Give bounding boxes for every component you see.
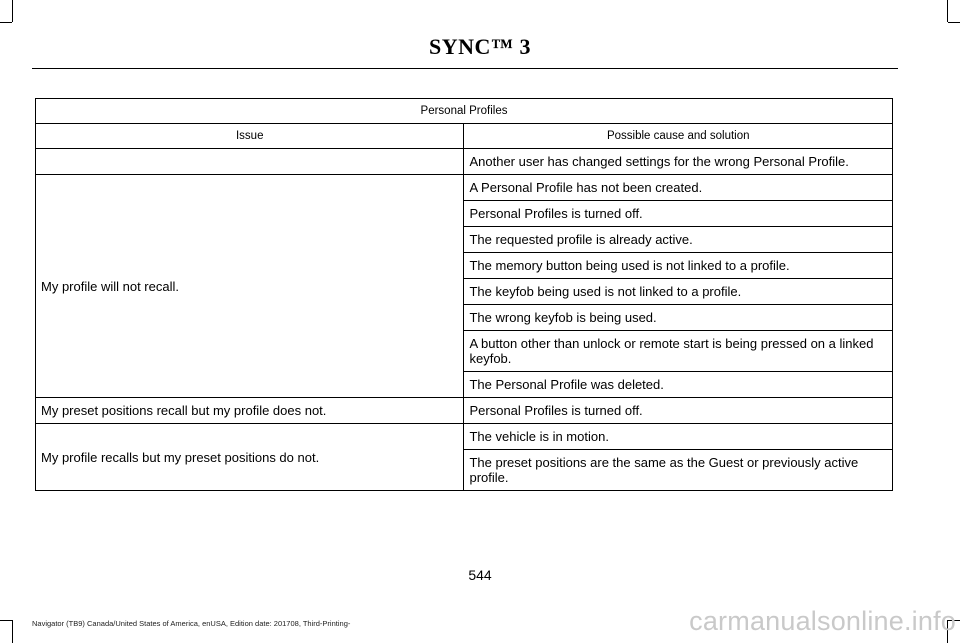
table-row — [36, 175, 893, 201]
solution-cell: A Personal Profile has not been created. — [464, 175, 893, 201]
crop-mark-bottom-left-h — [0, 620, 12, 621]
solution-cell: A button other than unlock or remote start is being pressed on a linked keyfob. — [464, 331, 893, 372]
solution-cell: The wrong keyfob is being used. — [464, 305, 893, 331]
solution-cell: Another user has changed settings for the wrong Personal Profile. — [464, 149, 893, 175]
header-divider — [32, 68, 898, 69]
page-header-title: SYNC™ 3 — [429, 34, 531, 59]
page-number: 544 — [468, 567, 492, 583]
personal-profiles-table — [35, 98, 893, 491]
issue-cell: My preset positions recall but my profile does not. — [36, 398, 464, 424]
solution-cell: The vehicle is in motion. — [464, 424, 893, 450]
footer-edition-text: Navigator (TB9) Canada/United States of America, enUSA, Edition date: 201708, Third-Printing- — [32, 619, 351, 628]
issue-cell — [36, 149, 464, 175]
solution-cell: Personal Profiles is turned off. — [464, 201, 893, 227]
solution-cell: Personal Profiles is turned off. — [464, 398, 893, 424]
crop-mark-top-left-v — [12, 0, 13, 22]
solution-cell: The requested profile is already active. — [464, 227, 893, 253]
column-header-solution: Possible cause and solution — [464, 124, 893, 149]
table-row — [36, 398, 893, 424]
solution-cell: The preset positions are the same as the Guest or previously active profile. — [464, 450, 893, 491]
watermark: carmanualsonline.info — [689, 606, 956, 636]
issue-cell: My profile will not recall. — [36, 175, 464, 398]
column-header-issue: Issue — [36, 124, 464, 149]
solution-cell: The keyfob being used is not linked to a profile. — [464, 279, 893, 305]
issue-cell: My profile recalls but my preset positions do not. — [36, 424, 464, 491]
crop-mark-bottom-left-v — [12, 620, 13, 643]
table-row — [36, 424, 893, 450]
table-title: Personal Profiles — [36, 99, 893, 124]
crop-mark-top-right-v — [947, 0, 948, 22]
crop-mark-top-right-h — [948, 22, 960, 23]
table-row — [36, 149, 893, 175]
solution-cell: The memory button being used is not linked to a profile. — [464, 253, 893, 279]
crop-mark-top-left-h — [0, 22, 12, 23]
solution-cell: The Personal Profile was deleted. — [464, 372, 893, 398]
